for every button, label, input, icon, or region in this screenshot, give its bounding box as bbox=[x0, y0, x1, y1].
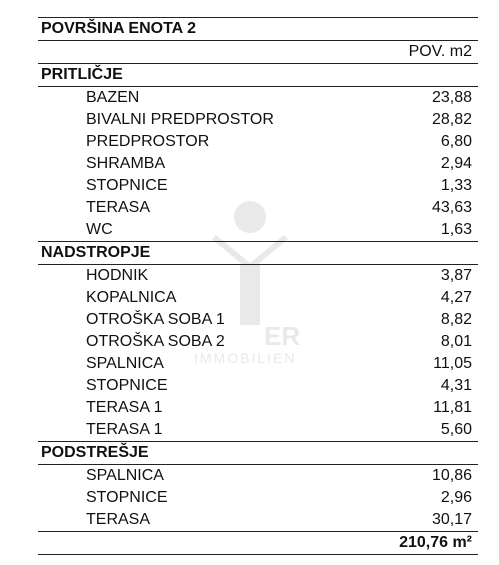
table-row bbox=[38, 87, 478, 109]
room-area: 23,88 bbox=[431, 89, 472, 106]
room-name: OTROŠKA SOBA 1 bbox=[86, 311, 225, 328]
room-name: STOPNICE bbox=[86, 489, 168, 506]
room-name: STOPNICE bbox=[86, 177, 168, 194]
table-row bbox=[38, 219, 478, 241]
total-value: 210,76 m² bbox=[399, 534, 472, 551]
section-header bbox=[38, 64, 478, 86]
bottom-rule bbox=[38, 554, 478, 555]
table-row bbox=[38, 487, 478, 509]
section-header bbox=[38, 242, 478, 264]
section-header bbox=[38, 442, 478, 464]
table-row bbox=[38, 197, 478, 219]
table-row bbox=[38, 397, 478, 419]
room-area: 30,17 bbox=[431, 511, 472, 528]
room-name: TERASA bbox=[86, 199, 151, 216]
table-row bbox=[38, 265, 478, 287]
section-title: PRITLIČJE bbox=[41, 66, 123, 83]
area-table bbox=[38, 17, 478, 555]
room-name: BIVALNI PREDPROSTOR bbox=[86, 111, 274, 128]
room-name: BAZEN bbox=[86, 89, 140, 106]
table-row bbox=[38, 153, 478, 175]
room-area: 28,82 bbox=[431, 111, 472, 128]
room-area: 2,94 bbox=[440, 155, 472, 172]
room-area: 2,96 bbox=[440, 489, 472, 506]
table-title: POVRŠINA ENOTA 2 bbox=[41, 20, 196, 37]
unit-header-row bbox=[38, 41, 478, 63]
room-name: SPALNICA bbox=[86, 467, 164, 484]
room-name: SHRAMBA bbox=[86, 155, 166, 172]
table-row bbox=[38, 509, 478, 531]
room-name: TERASA bbox=[86, 511, 151, 528]
table-row bbox=[38, 309, 478, 331]
table-row bbox=[38, 175, 478, 197]
room-area: 8,82 bbox=[440, 311, 472, 328]
room-area: 5,60 bbox=[440, 421, 472, 438]
table-row bbox=[38, 287, 478, 309]
room-area: 43,63 bbox=[431, 199, 472, 216]
watermark-text-top: ER bbox=[264, 321, 301, 351]
room-name: TERASA 1 bbox=[86, 399, 163, 416]
sections bbox=[38, 64, 478, 532]
unit-header: POV. m2 bbox=[408, 43, 472, 60]
room-area: 8,01 bbox=[440, 333, 472, 350]
room-name: TERASA 1 bbox=[86, 421, 163, 438]
table-title-row bbox=[38, 18, 478, 40]
table-row bbox=[38, 375, 478, 397]
table-row bbox=[38, 109, 478, 131]
room-name: KOPALNICA bbox=[86, 289, 177, 306]
room-name: HODNIK bbox=[86, 267, 149, 284]
room-name: STOPNICE bbox=[86, 377, 168, 394]
room-area: 1,33 bbox=[440, 177, 472, 194]
section-title: PODSTREŠJE bbox=[41, 444, 149, 461]
room-area: 3,87 bbox=[440, 267, 472, 284]
room-area: 1,63 bbox=[440, 221, 472, 238]
room-name: OTROŠKA SOBA 2 bbox=[86, 333, 225, 350]
table-row bbox=[38, 353, 478, 375]
room-area: 4,27 bbox=[440, 289, 472, 306]
room-area: 11,05 bbox=[433, 355, 472, 372]
room-area: 4,31 bbox=[440, 377, 472, 394]
table-row bbox=[38, 419, 478, 441]
total-row bbox=[38, 532, 478, 554]
room-name: PREDPROSTOR bbox=[86, 133, 210, 150]
room-area: 6,80 bbox=[440, 133, 472, 150]
room-area: 10,86 bbox=[431, 467, 472, 484]
section-title: NADSTROPJE bbox=[41, 244, 151, 261]
room-name: SPALNICA bbox=[86, 355, 164, 372]
watermark-text-bottom: IMMOBILIEN bbox=[194, 350, 297, 366]
room-name: WC bbox=[86, 221, 113, 238]
table-row bbox=[38, 465, 478, 487]
room-area: 11,81 bbox=[433, 399, 472, 416]
table-row bbox=[38, 131, 478, 153]
table-row bbox=[38, 331, 478, 353]
